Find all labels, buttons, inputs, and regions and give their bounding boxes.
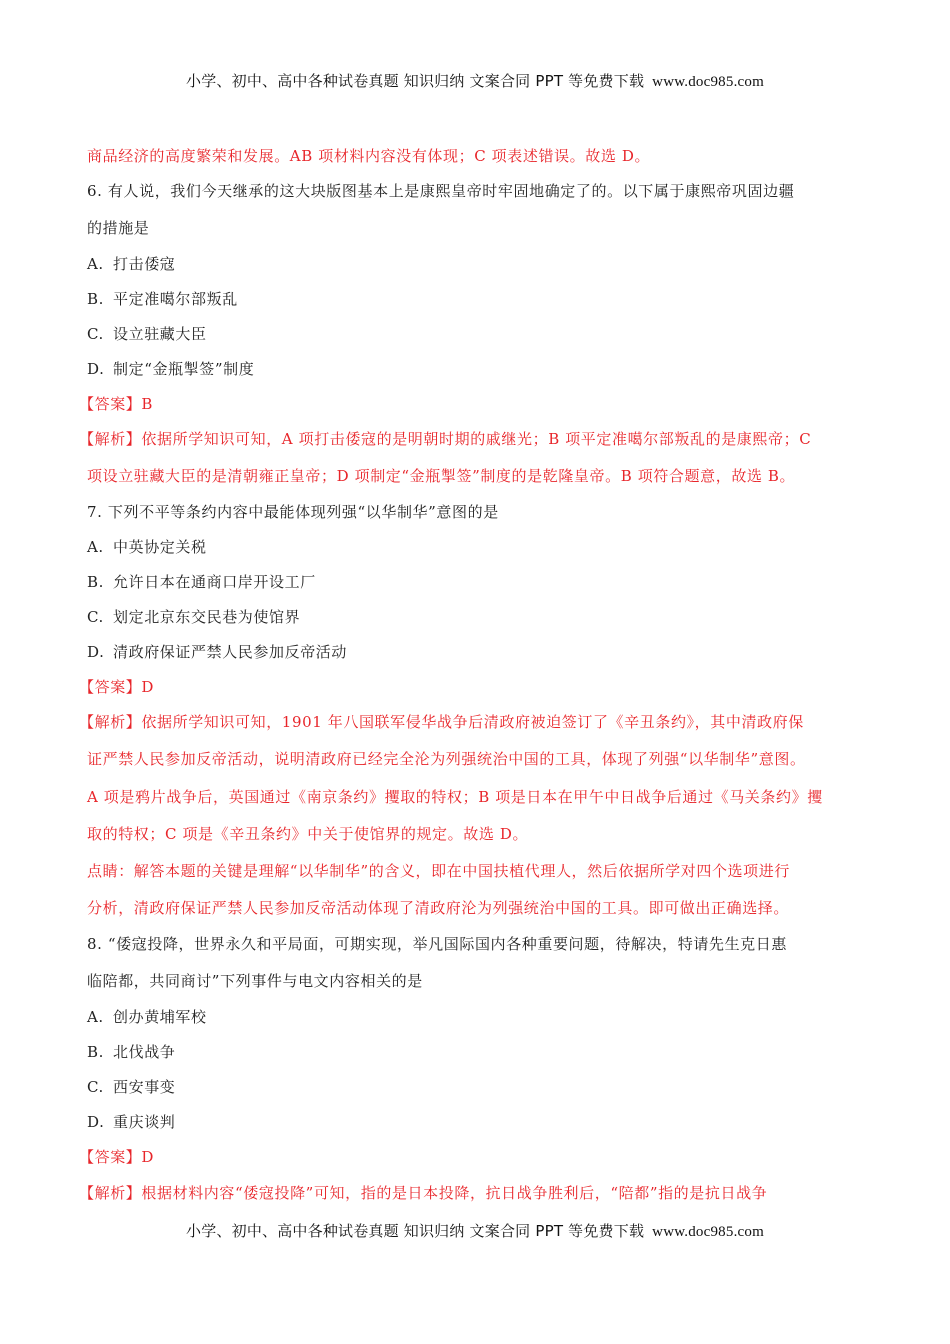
q6-option-c (87, 324, 207, 344)
q7-option-c-letter: C. (87, 608, 104, 626)
q7-option-b (87, 572, 316, 592)
q7-answer-value: D (141, 678, 155, 696)
q7-tip-line-1: 点睛：解答本题的关键是理解“以华制华”的含义，即在中国扶植代理人，然后依据所学对四个选项进行 (87, 862, 790, 880)
q6-option-c-text: 设立驻藏大臣 (113, 325, 207, 343)
q7-analysis-line-2: 证严禁人民参加反帝活动，说明清政府已经完全沦为列强统治中国的工具，体现了列强“以华制华”意图。 (87, 750, 806, 768)
q8-answer-label: 【答案】 (79, 1148, 142, 1166)
q7-option-d-text: 清政府保证严禁人民参加反帝活动 (113, 643, 348, 661)
q7-analysis-line-3: A 项是鸦片战争后，英国通过《南京条约》攫取的特权；B 项是日本在甲午中日战争后通过《马关条约》攫 (87, 788, 823, 806)
q7-option-d-letter: D. (87, 643, 105, 661)
q7-stem-line-1 (87, 502, 499, 522)
carryover-analysis: 商品经济的高度繁荣和发展。AB 项材料内容没有体现；C 项表述错误。故选 D。 (87, 147, 651, 165)
q8-analysis-line-1 (79, 1183, 768, 1203)
q7-option-d (87, 642, 347, 662)
q8-number: 8. (87, 935, 103, 953)
q6-stem-text-1: 有人说，我们今天继承的这大块版图基本上是康熙皇帝时牢固地确定了的。以下属于康熙帝巩固边疆 (107, 182, 795, 200)
q6-option-b-letter: B. (87, 290, 104, 308)
q8-option-d (87, 1112, 175, 1132)
q7-analysis-text-1: 依据所学知识可知，1901 年八国联军侵华战争后清政府被迫签订了《辛丑条约》，其中清政府保 (141, 713, 804, 731)
q7-analysis-line-1 (79, 712, 804, 732)
q6-stem-line-2: 的措施是 (87, 219, 150, 237)
q8-answer-value: D (141, 1148, 155, 1166)
q7-answer (79, 677, 155, 697)
q7-number: 7. (87, 503, 103, 521)
q8-option-c-text: 西安事变 (113, 1078, 176, 1096)
q7-option-a-text: 中英协定关税 (113, 538, 207, 556)
q6-analysis-line-2: 项设立驻藏大臣的是清朝雍正皇帝；D 项制定“金瓶掣签”制度的是乾隆皇帝。B 项符合题意，故选 B。 (87, 467, 796, 485)
q7-option-c-text: 划定北京东交民巷为使馆界 (113, 608, 301, 626)
q7-stem-text-1: 下列不平等条约内容中最能体现列强“以华制华”意图的是 (107, 503, 499, 521)
q6-option-c-letter: C. (87, 325, 104, 343)
page-footer (0, 1220, 950, 1241)
q6-option-d (87, 359, 254, 379)
header-text: 小学、初中、高中各种试卷真题 知识归纳 文案合同 PPT 等免费下载 (186, 72, 645, 90)
q8-analysis-label: 【解析】 (79, 1184, 142, 1202)
footer-url: www.doc985.com (652, 1224, 764, 1240)
q6-answer-label: 【答案】 (79, 395, 142, 413)
q8-analysis-text-1: 根据材料内容“倭寇投降”可知，指的是日本投降，抗日战争胜利后，“陪都”指的是抗日战争 (141, 1184, 768, 1202)
q8-option-b-letter: B. (87, 1043, 104, 1061)
q6-stem-line-1 (87, 181, 794, 201)
q8-option-c-letter: C. (87, 1078, 104, 1096)
q6-analysis-line-1 (79, 429, 812, 449)
page-header (0, 70, 950, 91)
q8-option-d-text: 重庆谈判 (113, 1113, 176, 1131)
q6-option-b (87, 289, 238, 309)
q6-number: 6. (87, 182, 103, 200)
q7-analysis-label: 【解析】 (79, 713, 142, 731)
q6-answer-value: B (141, 395, 154, 413)
q7-answer-label: 【答案】 (79, 678, 142, 696)
q6-option-d-letter: D. (87, 360, 105, 378)
q6-analysis-label: 【解析】 (79, 430, 142, 448)
q7-analysis-line-4: 取的特权；C 项是《辛丑条约》中关于使馆界的规定。故选 D。 (87, 825, 529, 843)
q6-analysis-text-1: 依据所学知识可知，A 项打击倭寇的是明朝时期的戚继光；B 项平定准噶尔部叛乱的是康熙帝；C (141, 430, 812, 448)
q8-option-b-text: 北伐战争 (113, 1043, 176, 1061)
footer-text: 小学、初中、高中各种试卷真题 知识归纳 文案合同 PPT 等免费下载 (186, 1222, 645, 1240)
q8-option-a (87, 1007, 207, 1027)
q7-option-c (87, 607, 300, 627)
q7-option-b-text: 允许日本在通商口岸开设工厂 (113, 573, 316, 591)
q7-option-a (87, 537, 207, 557)
q8-stem-text-1: “倭寇投降，世界永久和平局面，可期实现，举凡国际国内各种重要问题，待解决，特请先生克日惠 (107, 935, 787, 953)
q6-option-a-letter: A. (87, 255, 104, 273)
q6-option-b-text: 平定准噶尔部叛乱 (113, 290, 238, 308)
q8-option-d-letter: D. (87, 1113, 105, 1131)
q8-option-a-text: 创办黄埔军校 (113, 1008, 207, 1026)
q8-stem-line-2: 临陪都，共同商讨”下列事件与电文内容相关的是 (87, 972, 423, 990)
header-url: www.doc985.com (652, 74, 764, 90)
q7-option-a-letter: A. (87, 538, 104, 556)
q8-option-c (87, 1077, 175, 1097)
q8-option-b (87, 1042, 175, 1062)
q7-tip-line-2: 分析，清政府保证严禁人民参加反帝活动体现了清政府沦为列强统治中国的工具。即可做出正确选择。 (87, 899, 790, 917)
q6-option-a (87, 254, 175, 274)
q8-stem-line-1 (87, 934, 787, 954)
q6-answer (79, 394, 154, 414)
q7-option-b-letter: B. (87, 573, 104, 591)
q8-option-a-letter: A. (87, 1008, 104, 1026)
q8-answer (79, 1147, 155, 1167)
q6-option-a-text: 打击倭寇 (113, 255, 176, 273)
q6-option-d-text: 制定“金瓶掣签”制度 (113, 360, 255, 378)
